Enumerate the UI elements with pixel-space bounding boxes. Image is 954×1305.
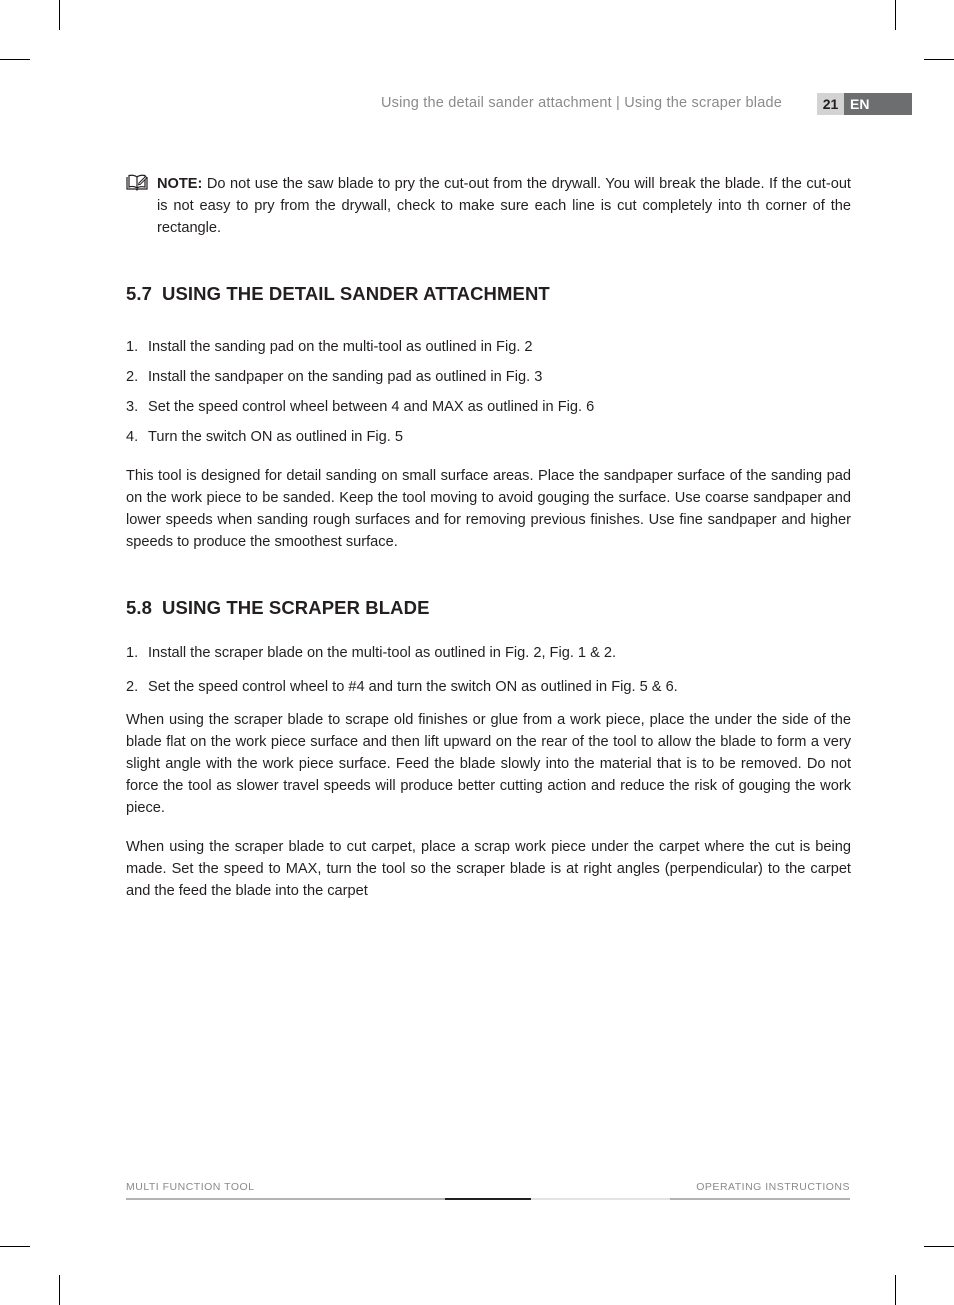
book-note-icon (126, 174, 148, 198)
crop-mark-bottom-left-h (0, 1246, 30, 1247)
footer-rule-right (670, 1198, 850, 1200)
crop-mark-top-left-v (59, 0, 60, 30)
crop-mark-bottom-left-v (59, 1275, 60, 1305)
section-5-8-paragraph-1: When using the scraper blade to scrape old finishes or glue from a work piece, place the under the side of the blade flat on the work piece surface and then lift upward on the rear of the tool to allow the blade to form a very slight angle with the work piece surface. Feed the blade slowly into the material that is to be removed. Do not force the tool as slower travel speeds will produce better cutting action and reduce the risk of gouging the work piece. (126, 712, 851, 816)
list-item: 4. Turn the switch ON as outlined in Fig. 5 (126, 429, 403, 445)
crop-mark-bottom-right-v (895, 1275, 896, 1305)
note-body: Do not use the saw blade to pry the cut-out from the drywall. You will break the blade. If the cut-out is not easy to pry from the drywall, check to make sure each line is cut completely into th corner of the rectangle. (157, 176, 851, 236)
running-header: Using the detail sander attachment | Using the scraper blade (380, 95, 782, 111)
crop-mark-bottom-right-h (924, 1246, 954, 1247)
list-item: 1. Install the scraper blade on the multi-tool as outlined in Fig. 2, Fig. 1 & 2. (126, 645, 617, 661)
section-number: 5.7 (126, 283, 153, 304)
footer-rule-mid (531, 1198, 670, 1200)
page-tab (817, 93, 912, 115)
section-5-8-heading (126, 597, 430, 619)
section-5-7-paragraph: This tool is designed for detail sanding on small surface areas. Place the sandpaper surface of the sanding pad on the work piece to be sanded. Keep the tool moving to avoid gouging the surface. Use coarse sandpaper and lower speeds when sanding rough surfaces and for removing previous finishes. Use fine sandpaper and higher speeds to produce the smoothest surface. (126, 468, 851, 550)
footer-rule-center (445, 1198, 531, 1200)
section-title: USING THE SCRAPER BLADE (162, 597, 430, 618)
footer-rule-left (126, 1198, 445, 1200)
list-item: 1. Install the sanding pad on the multi-tool as outlined in Fig. 2 (126, 339, 533, 355)
list-item: 2. Set the speed control wheel to #4 and turn the switch ON as outlined in Fig. 5 & 6. (126, 679, 678, 695)
crop-mark-top-left-h (0, 59, 30, 60)
list-item: 2. Install the sandpaper on the sanding pad as outlined in Fig. 3 (126, 369, 543, 385)
note-block (126, 173, 851, 239)
language-label: EN (844, 93, 912, 115)
section-5-8-paragraph-2: When using the scraper blade to cut carpet, place a scrap work piece under the carpet where the cut is being made. Set the speed to MAX, turn the tool so the scraper blade is at right angles (perpendicular) to the carpet and the feed the blade into the carpet (126, 839, 851, 899)
footer-doc-type: OPERATING INSTRUCTIONS (696, 1181, 850, 1193)
crop-mark-top-right-h (924, 59, 954, 60)
note-label: NOTE: (157, 176, 203, 192)
section-5-7-heading (126, 283, 550, 305)
section-5-7-steps (126, 336, 851, 456)
note-text (157, 173, 851, 239)
list-item: 3. Set the speed control wheel between 4 and MAX as outlined in Fig. 6 (126, 399, 595, 415)
section-5-8-steps (126, 642, 851, 706)
page-number: 21 (817, 93, 844, 115)
footer-product-name: MULTI FUNCTION TOOL (126, 1181, 255, 1193)
section-number: 5.8 (126, 597, 153, 618)
crop-mark-top-right-v (895, 0, 896, 30)
section-title: USING THE DETAIL SANDER ATTACHMENT (162, 283, 550, 304)
